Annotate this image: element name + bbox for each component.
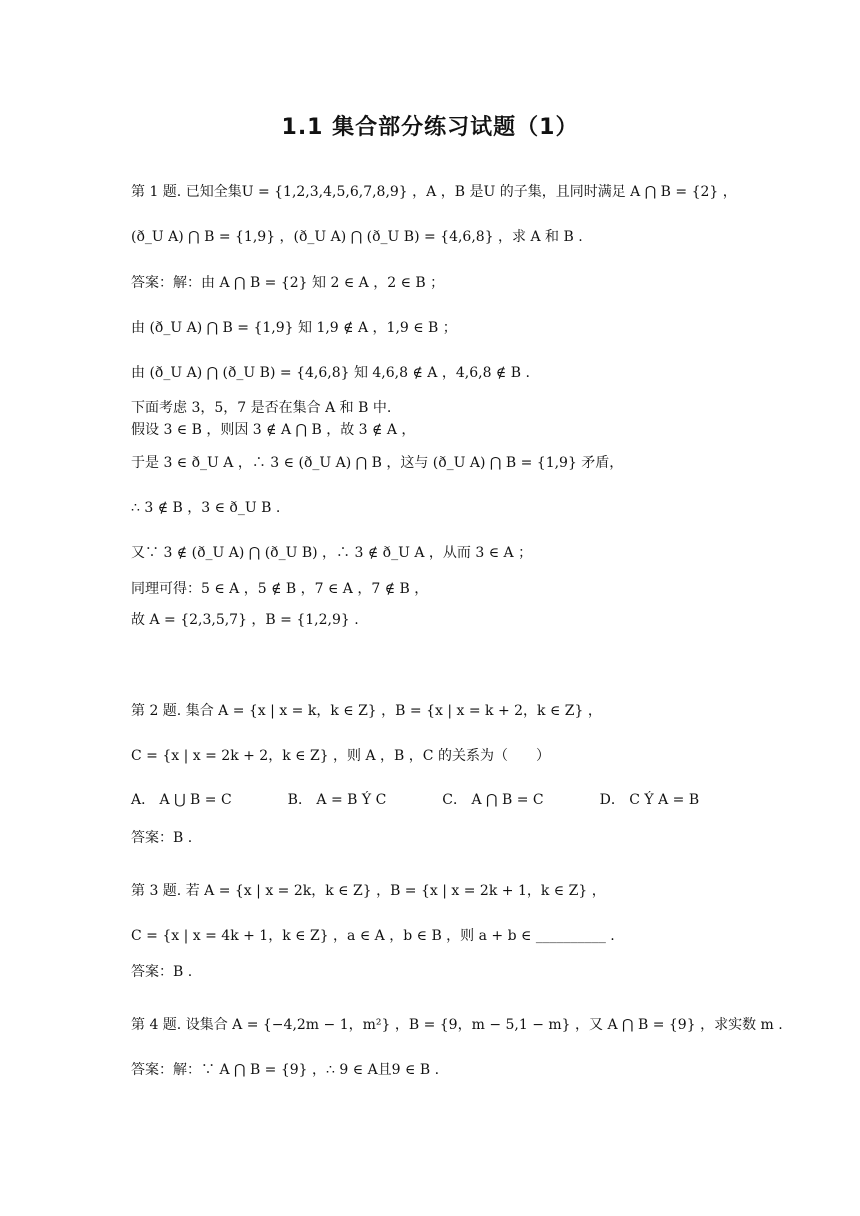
q1-answer-line-4: 下面考虑 3，5，7 是否在集合 A 和 B 中. xyxy=(131,400,392,416)
q4-answer: 答案：解：∵ A ⋂ B = {9} ，∴ 9 ∈ A且9 ∈ B . xyxy=(131,1062,440,1078)
q1-answer-line-9: 同理可得：5 ∈ A ，5 ∉ B ，7 ∈ A ，7 ∉ B ， xyxy=(131,581,429,597)
q3-answer: 答案：B . xyxy=(131,964,193,980)
q1-answer-line-7: ∴ 3 ∉ B ，3 ∈ ð_U B . xyxy=(131,500,281,516)
q3-stem-line-2: C = {x | x = 4k + 1，k ∈ Z} ，a ∈ A ，b ∈ B ，则 a + b ∈ __________ . xyxy=(131,928,615,944)
q1-stem-line-1: 第 1 题. 已知全集U = {1,2,3,4,5,6,7,8,9} ，A ，B 是U 的子集，且同时满足 A ⋂ B = {2} ， xyxy=(131,184,737,200)
q2-stem-line-1: 第 2 题. 集合 A = {x | x = k，k ∈ Z} ，B = {x | x = k + 2，k ∈ Z} ， xyxy=(131,703,602,719)
q1-answer-line-1: 答案：解：由 A ⋂ B = {2} 知 2 ∈ A ，2 ∈ B ； xyxy=(131,275,445,291)
q1-answer-line-8: 又∵ 3 ∉ (ð_U A) ⋂ (ð_U B) ，∴ 3 ∉ ð_U A ，从而 3 ∈ A ； xyxy=(131,545,533,561)
q2-answer: 答案：B . xyxy=(131,830,193,846)
q1-answer-line-3: 由 (ð_U A) ⋂ (ð_U B) = {4,6,8} 知 4,6,8 ∉ A ，4,6,8 ∉ B . xyxy=(131,365,530,381)
q2-stem-line-2: C = {x | x = 2k + 2，k ∈ Z} ，则 A ，B ，C 的关系为（ ） xyxy=(131,748,550,764)
q4-stem: 第 4 题. 设集合 A = {−4,2m − 1，m²} ，B = {9，m − 5,1 − m} ，又 A ⋂ B = {9} ，求实数 m . xyxy=(131,1017,783,1033)
q1-answer-line-5: 假设 3 ∈ B ，则因 3 ∉ A ⋂ B ，故 3 ∉ A ， xyxy=(131,422,416,438)
q3-stem-line-1: 第 3 题. 若 A = {x | x = 2k，k ∈ Z} ，B = {x | x = 2k + 1，k ∈ Z} ， xyxy=(131,883,606,899)
q1-answer-line-2: 由 (ð_U A) ⋂ B = {1,9} 知 1,9 ∉ A ，1,9 ∈ B ； xyxy=(131,320,457,336)
q1-answer-line-6: 于是 3 ∈ ð_U A ，∴ 3 ∈ (ð_U A) ⋂ B ，这与 (ð_U A) ⋂ B = {1,9} 矛盾， xyxy=(131,455,624,471)
q1-answer-line-10: 故 A = {2,3,5,7} ，B = {1,2,9} . xyxy=(131,612,359,628)
page-title: 1.1 集合部分练习试题（1） xyxy=(281,115,579,140)
q1-stem-line-2: (ð_U A) ⋂ B = {1,9} ，(ð_U A) ⋂ (ð_U B) = {4,6,8} ，求 A 和 B . xyxy=(131,229,583,245)
q2-options: A． A ⋃ B = C B． A = B Ý C C． A ⋂ B = C D． C Ý A = B xyxy=(131,792,700,808)
